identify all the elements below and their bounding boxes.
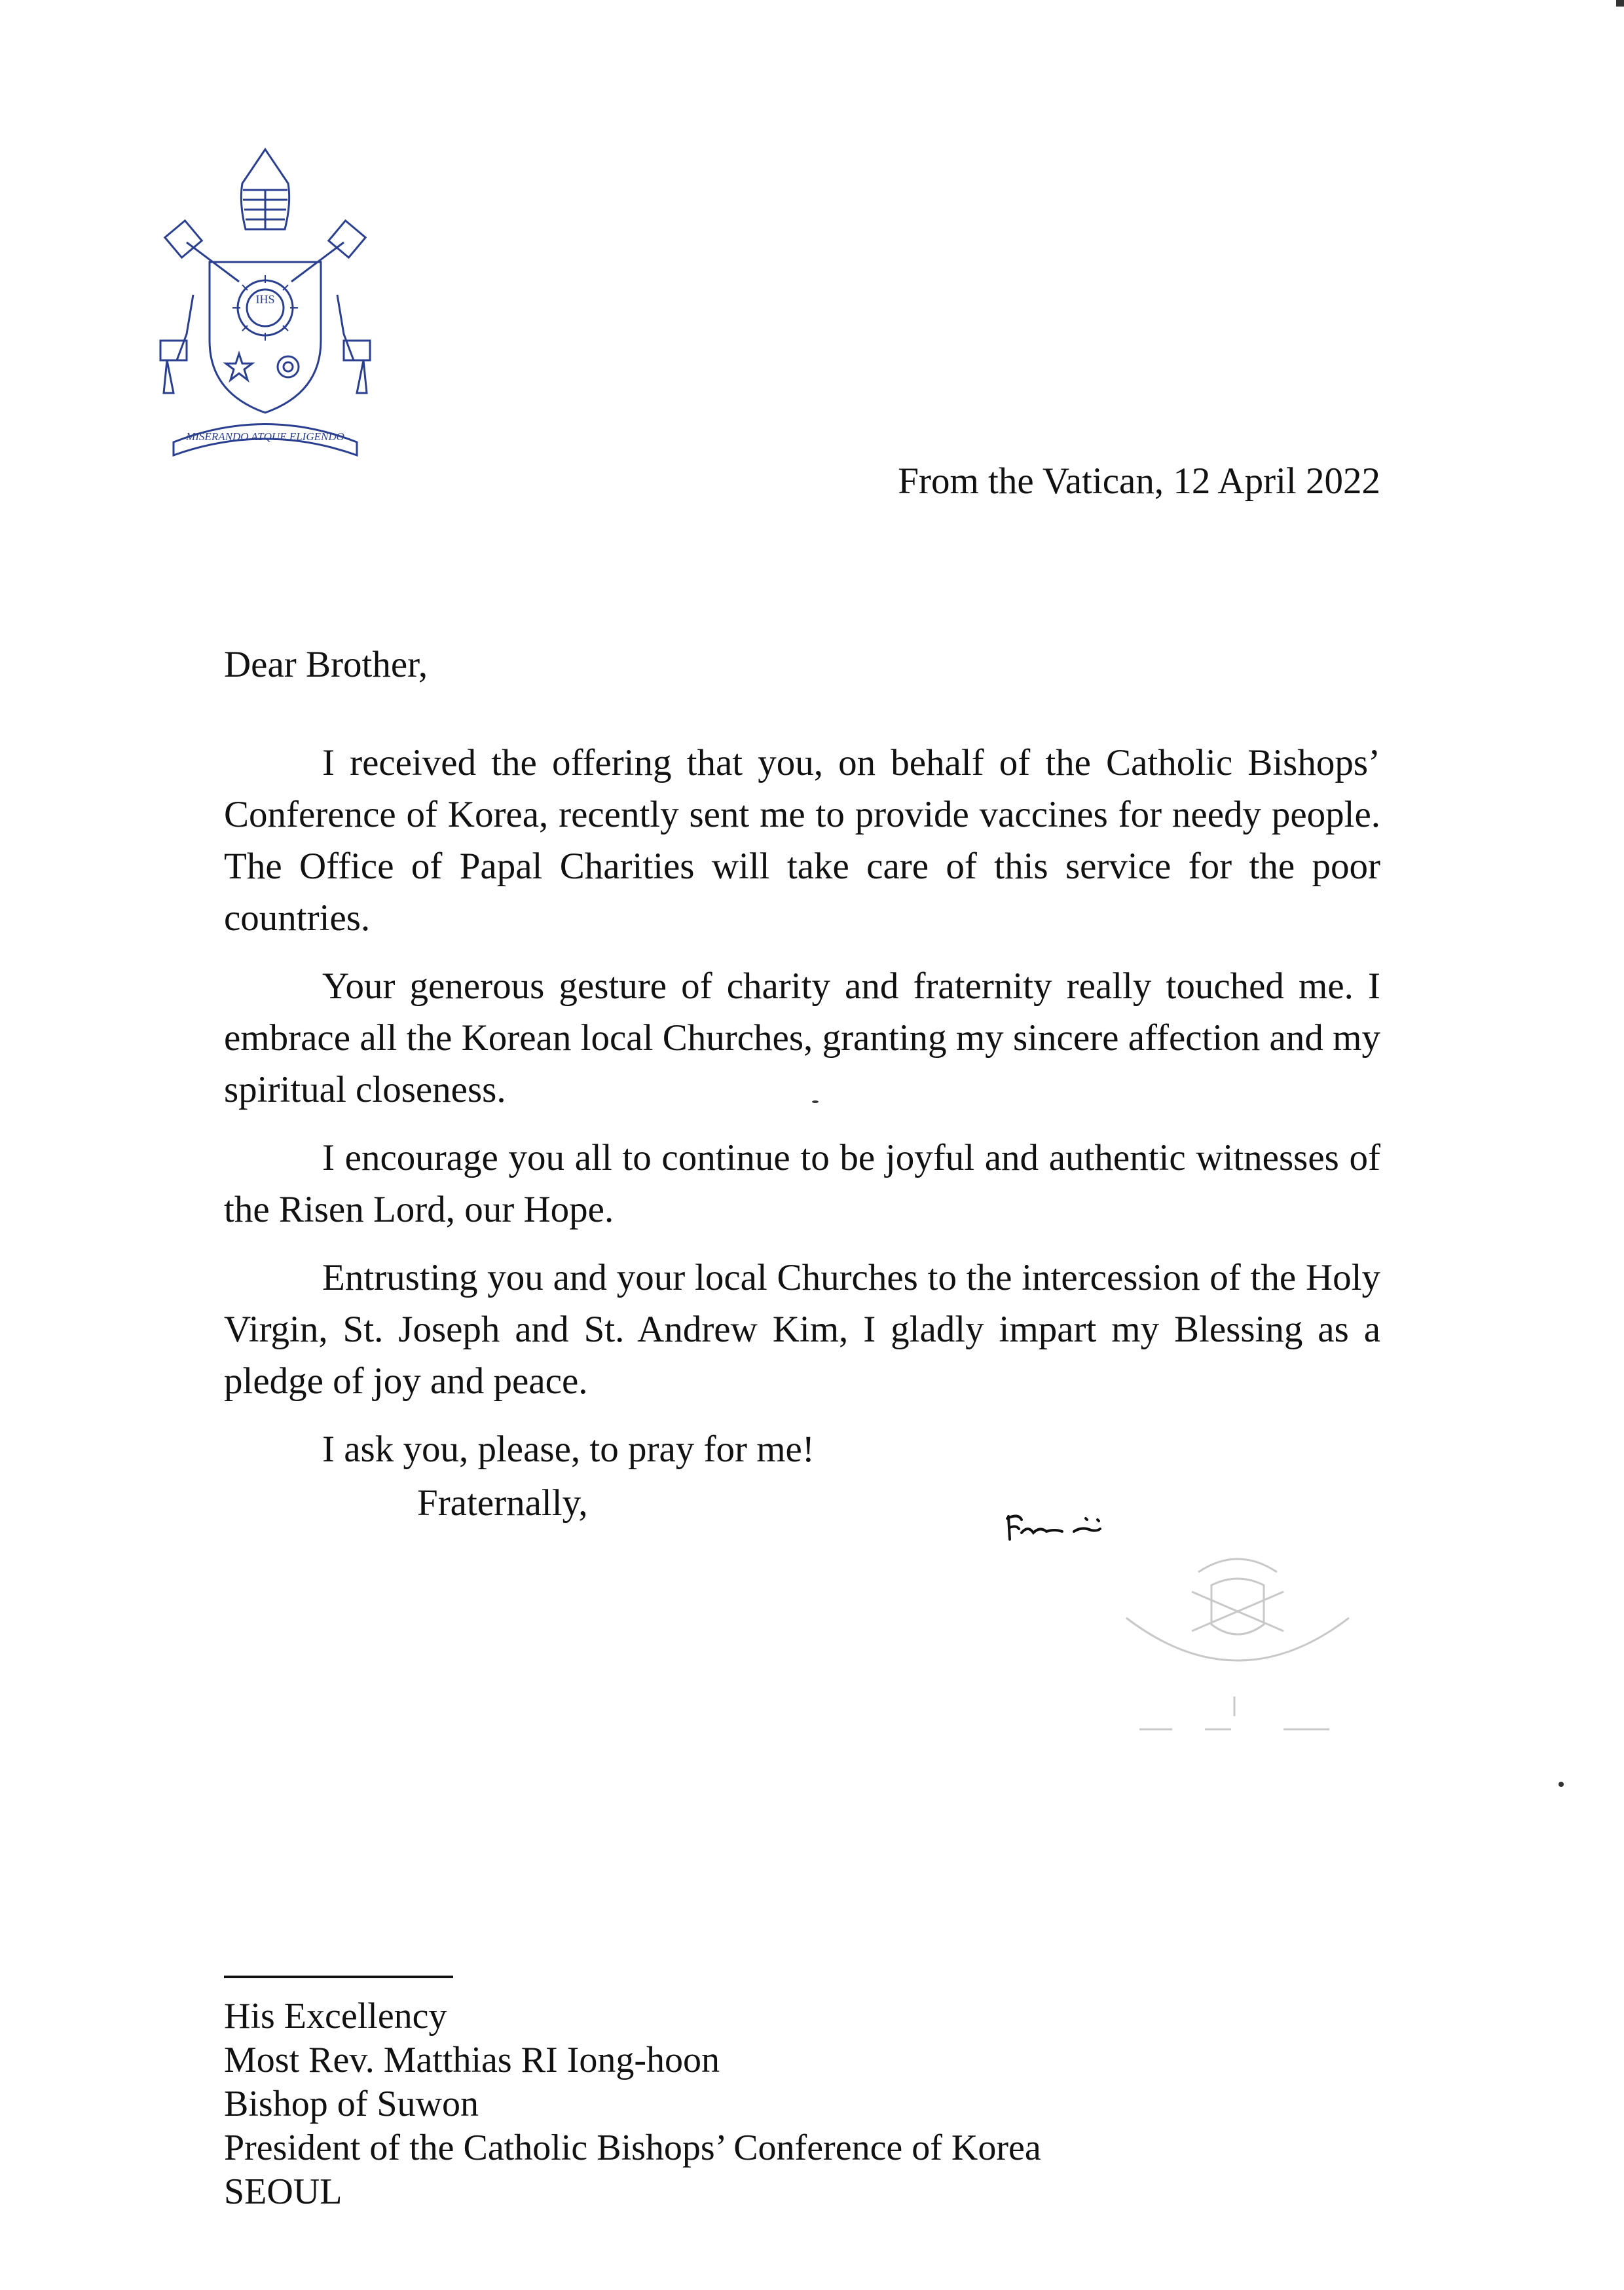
letter-body <box>224 737 1380 1492</box>
coat-motto: MISERANDO ATQUE ELIGENDO <box>186 430 344 443</box>
recipient-address <box>224 1995 1041 2214</box>
scan-speck <box>1616 0 1624 7</box>
footer-divider <box>224 1976 453 1978</box>
signature-image <box>1002 1500 1107 1546</box>
coat-monogram: IHS <box>255 293 275 306</box>
recipient-city: SEOUL <box>224 2171 342 2212</box>
recipient-office: Bishop of Suwon <box>224 2084 479 2124</box>
recipient-role: President of the Catholic Bishops’ Conference of Korea <box>224 2128 1041 2168</box>
paragraph-2: Your generous gesture of charity and fraternity really touched me. I embrace all the Korean local Churches, granting my sincere affection and my spiritual closeness. <box>224 966 1380 1110</box>
recipient-name: Most Rev. Matthias RI Iong-hoon <box>224 2040 720 2080</box>
scan-speck <box>1559 1782 1564 1787</box>
salutation: Dear Brother, <box>224 644 428 685</box>
recipient-title: His Excellency <box>224 1996 447 2037</box>
paragraph-1: I received the offering that you, on behalf of the Catholic Bishops’ Conference of Korea, recently sent me to provide vaccines for needy people. The Office of Papal Charities will take care of this service for the poor countries. <box>224 742 1380 939</box>
paragraph-4: Entrusting you and your local Churches to the intercession of the Holy Virgin, St. Joseph and St. Andrew Kim, I gladly impart my Blessing as a pledge of joy and peace. <box>224 1257 1380 1402</box>
papal-coat-of-arms <box>147 144 383 465</box>
closing: Fraternally, <box>417 1482 588 1524</box>
embossed-seal <box>1100 1533 1375 1755</box>
paragraph-5: I ask you, please, to pray for me! <box>322 1429 815 1470</box>
scan-speck <box>812 1100 819 1103</box>
date-line: From the Vatican, 12 April 2022 <box>898 460 1380 502</box>
paragraph-3: I encourage you all to continue to be joyful and authentic witnesses of the Risen Lord, our Hope. <box>224 1137 1380 1230</box>
